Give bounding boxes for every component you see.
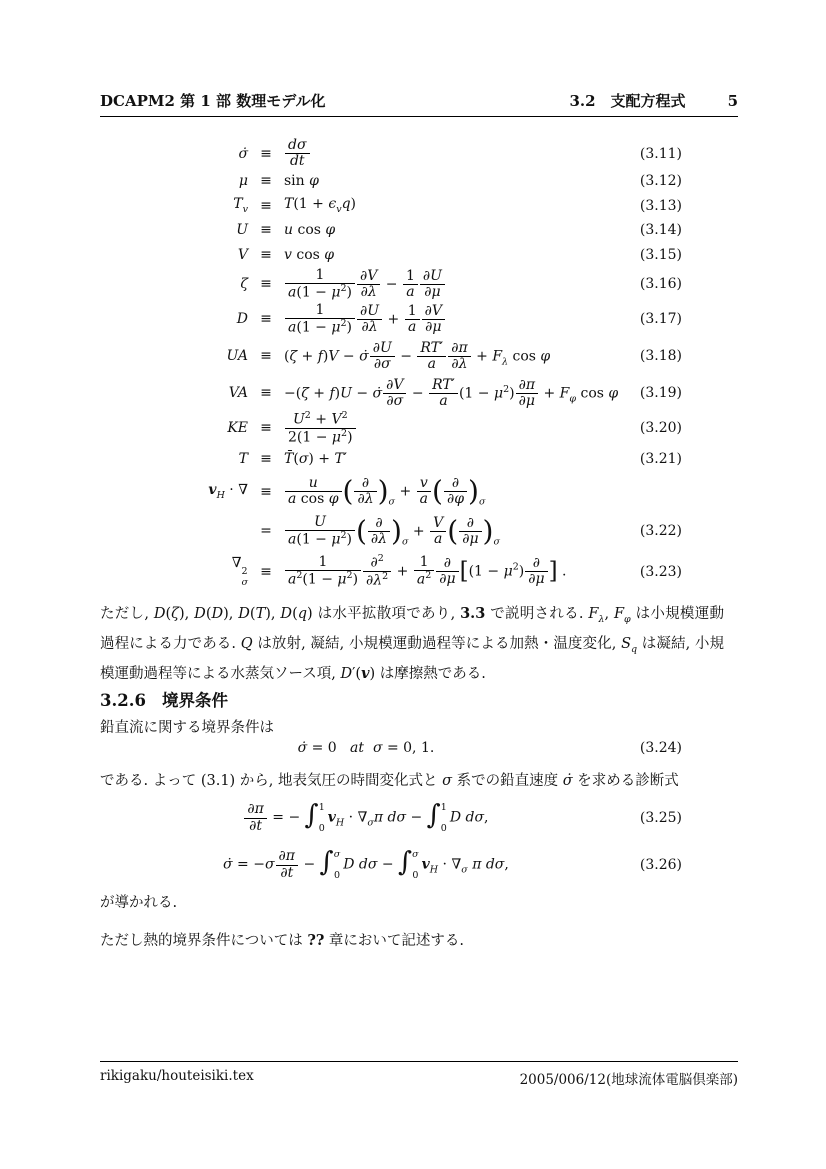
- equation-row: [100, 193, 682, 218]
- equation-lhs: $T_v$: [233, 196, 248, 216]
- equation-relation: ≡: [260, 420, 272, 437]
- equation-relation: ≡: [260, 246, 272, 263]
- equation-relation: ≡: [260, 173, 272, 190]
- equation-number: (3.19): [639, 385, 682, 402]
- equation-rhs: sin φ: [284, 173, 319, 190]
- paragraph-diagnostic-intro: である. よって (3.1) から, 地表気圧の時間変化式と σ 系での鉛直速度 σ̇ を求める診断式: [100, 773, 679, 789]
- equation-3-25-body: $\frac{\partial\pi}{\partial t}$ = − ∫ 1 0 $v_H \cdot \nabla_\sigma\pi$ dσ − ∫ 1 0 D dσ,: [100, 802, 632, 833]
- paragraph-diffusion-terms: ただし, D(ζ), D(D), D(T), D(q) は水平拡散項であり, 3.3 で説明される. $F_\lambda$, $F_\varphi$ は小規模運動過程による力である. Q は放射, 凝結, 小規模運動過程等による加熱・温度変化, $S_q$ は凝結, 小規模運動過程等による水蒸気ソース項, D′(v) は摩擦熱である.: [100, 605, 725, 682]
- equation-3-24-body: σ̇ = 0 at σ = 0, 1.: [297, 740, 435, 756]
- header-right: [569, 90, 738, 111]
- equation-lhs: V: [237, 246, 248, 263]
- section-heading: [100, 687, 228, 711]
- equation-relation: ≡: [260, 483, 272, 500]
- equation-3-26-body: σ̇ = −σ $\frac{\partial\pi}{\partial t}$ − ∫ σ 0 D dσ − ∫ σ 0 $v_H \cdot \nabla_\sigma$ π dσ,: [223, 847, 509, 881]
- equation-rhs: u cos φ: [284, 222, 336, 239]
- equation-lhs: D: [236, 311, 248, 328]
- equation-rhs: $\frac{u}{\text{a cos φ}}$ ( ∂ ∂λ )$_\sigma$ + $\frac{v}{a}$ ( ∂ ∂φ )$_\sigma$: [284, 476, 485, 508]
- equation-lhs: σ̇: [238, 145, 248, 162]
- definition-equation-block: [100, 138, 682, 592]
- equation-row: [100, 301, 682, 337]
- equation-rhs: $\frac{d\sigma}{dt}$: [284, 138, 311, 169]
- footer-filename: rikigaku/houteisiki.tex: [100, 1068, 254, 1084]
- equation-row: [100, 169, 682, 193]
- equation-relation: ≡: [260, 451, 272, 468]
- equation-row: [100, 267, 682, 301]
- equation-number: (3.12): [639, 173, 682, 190]
- equation-number: (3.14): [639, 222, 682, 239]
- equation-rhs: −(ζ + f)U − σ̇ $\frac{\partial V}{\partial\sigma}$ − $\frac{RT'}{a}$ $(1 - \mu^2)$ $\frac{\partial\pi}{\partial\mu}$ + $F_\varphi$ cos φ: [284, 376, 619, 409]
- equation-number: (3.15): [639, 246, 682, 263]
- equation-number: (3.17): [639, 311, 682, 328]
- equation-3-25: [100, 795, 682, 841]
- footer-credit: 2005/006/12(地球流体電脳倶楽部): [519, 1072, 738, 1088]
- equation-rhs: $\frac{U^2 + V^2}{2(1 - \mu^2)}$: [284, 411, 357, 446]
- equation-lhs: KE: [227, 420, 248, 437]
- equation-row: [100, 337, 682, 375]
- equation-relation: ≡: [260, 311, 272, 328]
- paragraph-boundary-intro: 鉛直流に関する境界条件は: [100, 720, 274, 736]
- equation-lhs: UA: [226, 348, 248, 365]
- equation-lhs: $v_H$ · ∇: [208, 482, 248, 502]
- page-header: [100, 90, 738, 117]
- equation-3-24: [100, 735, 682, 761]
- equation-row: [100, 242, 682, 267]
- equation-relation: ≡: [260, 222, 272, 239]
- equation-relation: =: [260, 523, 272, 540]
- equation-row: [100, 375, 682, 411]
- equation-lhs: ∇ 2 σ: [231, 554, 248, 588]
- header-section-title: 3.2 支配方程式: [569, 92, 686, 110]
- equation-lhs: μ: [238, 173, 248, 190]
- equation-number: (3.18): [639, 348, 682, 365]
- equation-rhs: T̄(σ) + T′: [284, 451, 347, 468]
- equation-number: (3.25): [639, 810, 682, 826]
- header-left-title: DCAPM2 第 1 部 数理モデル化: [100, 92, 326, 110]
- equation-lhs: T: [238, 451, 248, 468]
- section-title: 境界条件: [161, 691, 228, 710]
- equation-rhs: $\frac{1}{a(1 - \mu^2)}$ $\frac{\partial U}{\partial\lambda}$ + $\frac{1}{a}$ $\frac{\partial V}{\partial\mu}$: [284, 303, 446, 336]
- equation-number: (3.11): [639, 145, 682, 162]
- equation-lhs: ζ: [240, 276, 248, 293]
- equation-rhs: (ζ + f)V − σ̇ $\frac{\partial U}{\partial\sigma}$ − $\frac{RT'}{a}$ $\frac{\partial\pi}{\partial\lambda}$ + $F_\lambda$ cos φ: [284, 339, 551, 372]
- equation-row: [100, 552, 682, 592]
- equation-lhs: VA: [228, 385, 248, 402]
- equation-number: (3.26): [639, 857, 682, 873]
- equation-number: (3.21): [639, 451, 682, 468]
- equation-number: (3.23): [639, 563, 682, 580]
- equation-3-26: [100, 842, 682, 888]
- section-number: 3.2.6: [100, 691, 146, 710]
- equation-row: [100, 411, 682, 446]
- equation-relation: ≡: [260, 385, 272, 402]
- equation-relation: ≡: [260, 276, 272, 293]
- equation-relation: ≡: [260, 348, 272, 365]
- equation-row: [100, 138, 682, 169]
- paragraph-thermal-note: ただし熱的境界条件については ?? 章において記述する.: [100, 932, 465, 949]
- equation-row: [100, 446, 682, 473]
- equation-rhs: $\frac{1}{a^2(1 - \mu^2)}$ $\frac{\partial^2}{\partial\lambda^2}$ + $\frac{1}{a^2}$ ∂ ∂μ [$(1 - \mu^2)$ ∂ ∂μ ] .: [284, 554, 566, 589]
- equation-relation: ≡: [260, 563, 272, 580]
- equation-relation: ≡: [260, 145, 272, 162]
- paragraph-derived: が導かれる.: [100, 895, 178, 911]
- equation-number: (3.20): [639, 420, 682, 437]
- equation-rhs: v cos φ: [284, 246, 335, 263]
- equation-number: (3.24): [639, 740, 682, 756]
- equation-number: (3.22): [639, 523, 682, 540]
- equation-number: (3.16): [639, 276, 682, 293]
- equation-rhs: $\frac{U}{a(1 - \mu^2)}$ ( ∂ ∂λ )$_\sigma$ + $\frac{V}{a}$ ( ∂ ∂μ )$_\sigma$: [284, 515, 500, 548]
- equation-row: [100, 473, 682, 511]
- equation-rhs: $\frac{1}{a(1 - \mu^2)}$ $\frac{\partial V}{\partial\lambda}$ − $\frac{1}{a}$ $\frac{\partial U}{\partial\mu}$: [284, 268, 446, 301]
- equation-number: (3.13): [639, 197, 682, 214]
- page-number: 5: [727, 92, 738, 110]
- equation-row: [100, 511, 682, 552]
- page-footer: [100, 1061, 738, 1088]
- equation-row: [100, 218, 682, 242]
- equation-relation: ≡: [260, 197, 272, 214]
- equation-rhs: $T(1 + \epsilon_vq)$: [284, 196, 356, 216]
- equation-lhs: U: [236, 222, 248, 239]
